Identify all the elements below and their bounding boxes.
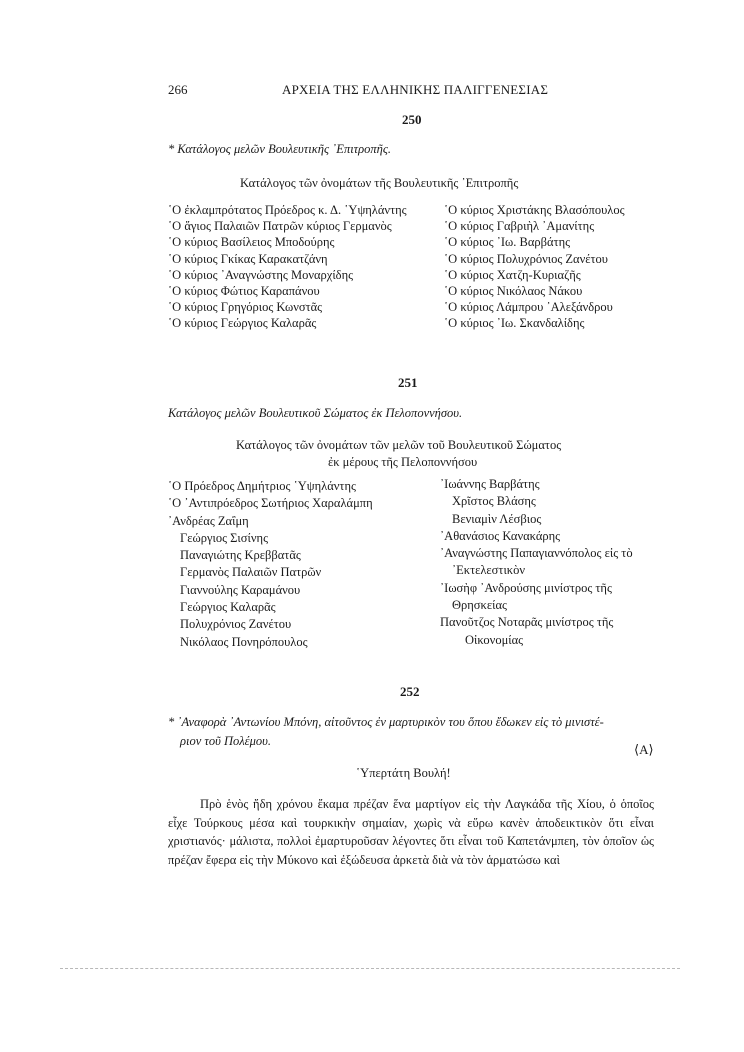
list-item: ῾Ο κύριος Λάμπρου ᾿Αλεξάνδρου (444, 300, 613, 315)
doc-251-number: 251 (398, 375, 418, 390)
doc-250-left-list (168, 202, 407, 332)
list-item: ῾Ο κύριος Χατζη-Κυριαζῆς (444, 267, 581, 282)
list-item: Γεώργιος Καλαρᾶς (180, 600, 276, 615)
doc-250-subtitle: Κατάλογος τῶν ὀνομάτων τῆς Βουλευτικῆς ᾿Επιτροπῆς (240, 176, 519, 190)
list-item: ᾿Εκτελεστικὸν (452, 563, 526, 578)
doc-252-label: ⟨Α⟩ (634, 742, 654, 757)
list-item: Χρῖστος Βλάσης (452, 494, 536, 509)
doc-251-right-list (440, 476, 633, 649)
list-item: Γεώργιος Σισίνης (180, 530, 269, 545)
running-title: ΑΡΧΕΙΑ ΤΗΣ ΕΛΛΗΝΙΚΗΣ ΠΑΛΙΓΓΕΝΕΣΙΑΣ (282, 82, 549, 97)
doc-252-heading-line2: ριον τοῦ Πολέμου. (180, 734, 271, 748)
doc-251-subtitle-line2: ἐκ μέρους τῆς Πελοποννήσου (328, 455, 478, 469)
list-item: ᾿Ιωάννης Βαρβάτης (440, 477, 540, 491)
list-item: ῾Ο κύριος Γαβριὴλ ᾿Αμανίτης (444, 219, 595, 234)
list-item: ῾Ο ἐκλαμπρότατος Πρόεδρος κ. Δ. ῾Υψηλάντης (168, 203, 407, 217)
doc-251-heading: Κατάλογος μελῶν Βουλευτικοῦ Σώματος ἐκ Πελοποννήσου. (168, 406, 463, 420)
list-item: ῾Ο κύριος ᾿Ιω. Σκανδαλίδης (444, 316, 585, 331)
list-item: Βενιαμὶν Λέσβιος (452, 511, 542, 526)
list-item: ῾Ο κύριος Φώτιος Καραπάνου (168, 284, 320, 299)
list-item: ῾Ο κύριος Νικόλαος Νάκου (444, 284, 583, 299)
doc-251-subtitle-line1: Κατάλογος τῶν ὀνομάτων τῶν μελῶν τοῦ Βουλευτικοῦ Σώματος (236, 438, 562, 452)
list-item: Γερμανὸς Παλαιῶν Πατρῶν (180, 565, 322, 580)
list-item: ῾Ο κύριος Γκίκας Καρακατζάνη (168, 251, 328, 266)
list-item: Οἰκονομίας (465, 632, 524, 647)
doc-252-salutation: ῾Υπερτάτη Βουλή! (356, 766, 451, 780)
list-item: ῾Ο κύριος Πολυχρόνιος Ζανέτου (444, 251, 608, 266)
list-item: ᾿Ανδρέας Ζαΐμη (168, 513, 249, 528)
doc-252-body: Πρὸ ἑνὸς ἤδη χρόνου ἔκαμα πρέζαν ἕνα μαρτίγον εἰς τὴν Λαγκάδα τῆς Χίου, ὁ ὁποῖος εἶχε Τούρκους μέσα καὶ τουρκικὴν σημαίαν, χωρὶς νὰ εὕρω κανὲν ἀποδεικτικὸν ὅτι εἶναι χριστιανός· μάλιστα, πολλοὶ ἐμαρτυροῦσαν λέγοντες ὅτι εἶναι τοῦ Καπετάνμπεη, τὸν ὁποῖον ὡς πρέζαν ἔφερα εἰς τὴν Μύκονο καὶ ἐξώδευσα ἀρκετὰ διὰ νὰ τὸν ἁρματώσω καὶ (168, 797, 654, 867)
list-item: ῾Ο κύριος Βασίλειος Μποδούρης (168, 235, 335, 250)
list-item: ῾Ο ᾿Αντιπρόεδρος Σωτήριος Χαραλάμπη (168, 496, 373, 511)
list-item: Θρησκείας (452, 598, 507, 613)
page-number: 266 (168, 82, 188, 97)
list-item: Γιαννούλης Καραμάνου (180, 582, 301, 597)
list-item: ῾Ο Πρόεδρος Δημήτριος ῾Υψηλάντης (168, 479, 356, 493)
doc-252-number: 252 (400, 684, 420, 699)
list-item: Πολυχρόνιος Ζανέτου (180, 617, 292, 632)
doc-252-heading-line1: * ᾿Αναφορὰ ᾿Αντωνίου Μπόνη, αἰτοῦντος ἐν μαρτυρικὸν του ὅπου ἔδωκεν εἰς τὸ μινιστέ- (168, 715, 604, 729)
list-item: ᾿Αθανάσιος Κανακάρης (440, 528, 561, 543)
doc-250-heading: * Κατάλογος μελῶν Βουλευτικῆς ᾿Επιτροπῆς. (168, 142, 392, 156)
doc-250-number: 250 (402, 112, 422, 127)
list-item: Νικόλαος Πονηρόπουλος (180, 634, 308, 649)
list-item: ῾Ο κύριος ᾿Αναγνώστης Μοναρχίδης (168, 267, 354, 282)
list-item: ᾿Αναγνώστης Παπαγιαννόπολος εἰς τὸ (440, 546, 633, 561)
scan-artifact-line (60, 968, 680, 971)
list-item: Παναγιώτης Κρεββατᾶς (180, 548, 301, 563)
list-item: Πανοῦτζος Νοταρᾶς μινίστρος τῆς (440, 615, 614, 630)
list-item: ῾Ο κύριος Χριστάκης Βλασόπουλος (444, 203, 625, 217)
list-item: ῾Ο κύριος Γεώργιος Καλαρᾶς (168, 316, 317, 331)
doc-250-right-list (444, 202, 625, 332)
list-item: ῾Ο κύριος ᾿Ιω. Βαρβάτης (444, 235, 571, 250)
doc-251-left-list (168, 478, 373, 651)
list-item: ῾Ο ἅγιος Παλαιῶν Πατρῶν κύριος Γερμανὸς (168, 219, 392, 234)
list-item: ᾿Ιωσὴφ ᾿Ανδρούσης μινίστρος τῆς (440, 580, 612, 595)
list-item: ῾Ο κύριος Γρηγόριος Κωνστᾶς (168, 300, 323, 315)
